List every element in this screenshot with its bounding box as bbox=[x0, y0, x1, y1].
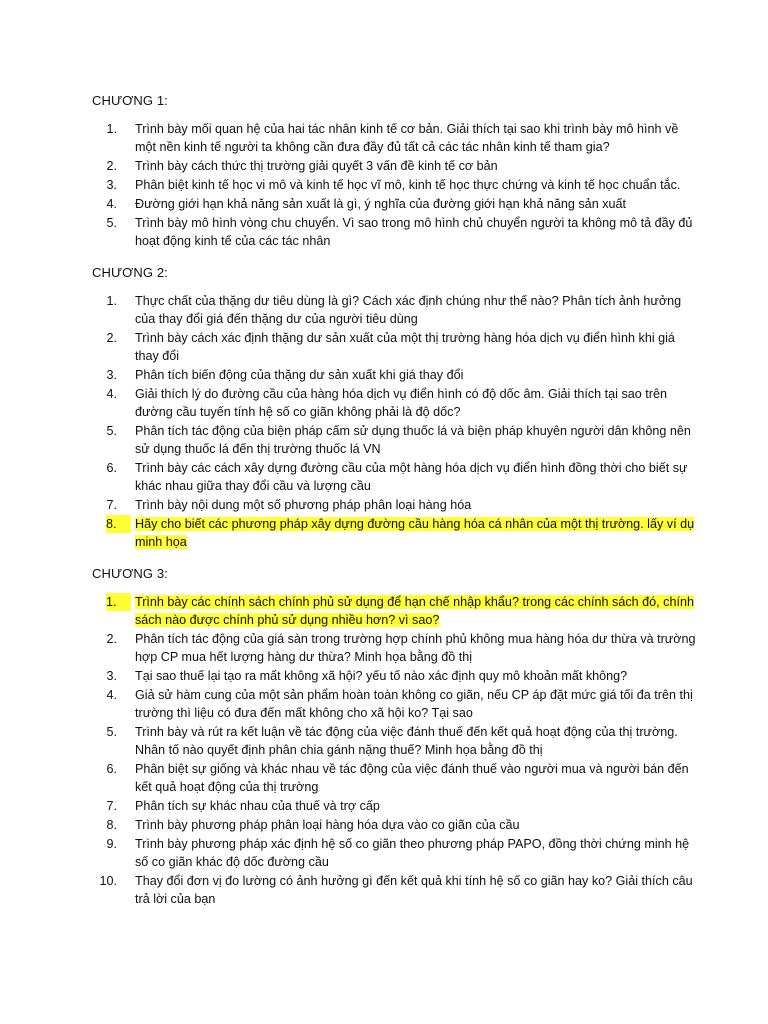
list-item bbox=[92, 120, 698, 156]
item-text: Phân biệt sự giống và khác nhau về tác động của việc đánh thuế vào người mua và người bán đến kết quả hoạt động của thị trường bbox=[135, 762, 689, 794]
item-number: 1. bbox=[106, 294, 117, 308]
item-number: 5. bbox=[106, 216, 117, 230]
item-number: 1. bbox=[106, 593, 131, 611]
list-item bbox=[92, 366, 698, 384]
item-number: 3. bbox=[106, 669, 117, 683]
item-text: Tại sao thuế lại tạo ra mất không xã hội? yếu tố nào xác định quy mô khoản mất không? bbox=[135, 669, 628, 683]
list-item bbox=[92, 329, 698, 365]
chapter-title: CHƯƠNG 3: bbox=[92, 566, 168, 581]
item-text: Trình bày phương pháp phân loại hàng hóa dựa vào co giãn của cầu bbox=[135, 818, 520, 832]
list-item bbox=[92, 292, 698, 328]
item-text: Phân tích tác động của giá sàn trong trường hợp chính phủ không mua hàng hóa dư thừa và trường hợp CP mua hết lượng hàng dư thừa? Minh họa bằng đồ thị bbox=[135, 632, 696, 664]
item-text: Thực chất của thặng dư tiêu dùng là gì? Cách xác định chúng như thế nào? Phân tích ảnh hưởng của thay đổi giá đến thặng dư của người tiêu dùng bbox=[135, 294, 682, 326]
item-number: 5. bbox=[106, 725, 117, 739]
item-text: Phân tích sự khác nhau của thuế và trợ cấp bbox=[135, 799, 380, 813]
item-number: 2. bbox=[106, 331, 117, 345]
chapter-2 bbox=[92, 264, 698, 551]
item-number: 6. bbox=[106, 461, 117, 475]
item-text: Phân tích tác động của biện pháp cấm sử dụng thuốc lá và biện pháp khuyên người dân không nên sử dụng thuốc lá đến thị trường thuốc lá VN bbox=[135, 424, 691, 456]
list-item bbox=[92, 385, 698, 421]
item-number: 9. bbox=[106, 837, 117, 851]
item-number: 4. bbox=[106, 387, 117, 401]
list-item bbox=[92, 872, 698, 908]
list-item bbox=[92, 459, 698, 495]
chapter-1 bbox=[92, 92, 698, 250]
list-item bbox=[92, 630, 698, 666]
list-item bbox=[92, 422, 698, 458]
item-number: 5. bbox=[106, 424, 117, 438]
list-item bbox=[92, 816, 698, 834]
item-text: Trình bày phương pháp xác định hệ số co giãn theo phương pháp PAPO, đồng thời chứng minh hệ số co giãn khác độ dốc đường cầu bbox=[135, 837, 690, 869]
list-item bbox=[92, 760, 698, 796]
list-item bbox=[92, 214, 698, 250]
chapter-3 bbox=[92, 565, 698, 908]
item-text: Hãy cho biết các phương pháp xây dựng đường cầu hàng hóa cá nhân của một thị trường. lấy ví dụ minh họa bbox=[135, 517, 695, 549]
item-number: 4. bbox=[106, 197, 117, 211]
item-number: 4. bbox=[106, 688, 117, 702]
item-text: Trình bày và rút ra kết luận về tác động của việc đánh thuế đến kết quả hoạt động của thị trường. Nhân tố nào quyết định phân chia gánh nặng thuế? Minh họa bằng đồ thị bbox=[135, 725, 678, 757]
list-item bbox=[92, 496, 698, 514]
highlighted-list-item bbox=[92, 593, 698, 629]
item-text: Trình bày mối quan hệ của hai tác nhân kinh tế cơ bản. Giải thích tại sao khi trình bày mô hình về một nền kinh tế người ta không cần đưa đầy đủ tất cả các tác nhân kinh tế tham gia? bbox=[135, 122, 679, 154]
item-text: Giải thích lý do đường cầu của hàng hóa dịch vụ điển hình có độ dốc âm. Giải thích tại sao trên đường cầu tuyến tính hệ số co giãn không phải là độ dốc? bbox=[135, 387, 667, 419]
item-text: Trình bày cách xác định thặng dư sản xuất của một thị trường hàng hóa dịch vụ điển hình khi giá thay đổi bbox=[135, 331, 675, 363]
item-number: 1. bbox=[106, 122, 117, 136]
chapter-title: CHƯƠNG 2: bbox=[92, 265, 168, 280]
item-number: 7. bbox=[106, 799, 117, 813]
question-list bbox=[92, 120, 698, 250]
item-number: 10. bbox=[99, 874, 117, 888]
item-text: Phân biệt kinh tế học vi mô và kinh tế học vĩ mô, kinh tế học thực chứng và kinh tế học chuẩn tắc. bbox=[135, 178, 681, 192]
item-text: Trình bày nội dung một số phương pháp phân loại hàng hóa bbox=[135, 498, 472, 512]
list-item bbox=[92, 667, 698, 685]
item-number: 3. bbox=[106, 178, 117, 192]
question-list bbox=[92, 292, 698, 551]
list-item bbox=[92, 176, 698, 194]
list-item bbox=[92, 835, 698, 871]
item-number: 7. bbox=[106, 498, 117, 512]
item-number: 3. bbox=[106, 368, 117, 382]
item-text: Giả sử hàm cung của một sản phẩm hoàn toàn không co giãn, nếu CP áp đặt mức giá tối đa trên thị trường thì liệu có đưa đến mất không cho xã hội ko? Tại sao bbox=[135, 688, 693, 720]
list-item bbox=[92, 723, 698, 759]
list-item bbox=[92, 195, 698, 213]
list-item bbox=[92, 797, 698, 815]
item-text: Trình bày các chính sách chính phủ sử dụng để hạn chế nhập khẩu? trong các chính sách đó, chính sách nào được chính phủ sử dụng nhiều hơn? vì sao? bbox=[135, 595, 694, 627]
question-list bbox=[92, 593, 698, 908]
item-number: 2. bbox=[106, 632, 117, 646]
item-text: Trình bày cách thức thị trường giải quyết 3 vấn đề kinh tế cơ bản bbox=[135, 159, 498, 173]
item-text: Đường giới hạn khả năng sản xuất là gì, ý nghĩa của đường giới hạn khả năng sản xuất bbox=[135, 197, 626, 211]
item-text: Thay đổi đơn vị đo lường có ảnh hưởng gì đến kết quả khi tính hệ số co giãn hay ko? Giải thích câu trả lời của bạn bbox=[135, 874, 693, 906]
item-number: 6. bbox=[106, 762, 117, 776]
item-number: 8. bbox=[106, 515, 131, 533]
item-text: Phân tích biến động của thặng dư sản xuất khi giá thay đổi bbox=[135, 368, 464, 382]
highlighted-list-item bbox=[92, 515, 698, 551]
item-number: 8. bbox=[106, 818, 117, 832]
chapter-title: CHƯƠNG 1: bbox=[92, 93, 168, 108]
item-number: 2. bbox=[106, 159, 117, 173]
item-text: Trình bày mô hình vòng chu chuyển. Vì sao trong mô hình chủ chuyển người ta không mô tả đầy đủ hoạt động kinh tế của các tác nhân bbox=[135, 216, 693, 248]
list-item bbox=[92, 686, 698, 722]
list-item bbox=[92, 157, 698, 175]
item-text: Trình bày các cách xây dựng đường cầu của một hàng hóa dịch vụ điển hình đồng thời cho biết sự khác nhau giữa thay đổi cầu và lượng cầu bbox=[135, 461, 688, 493]
